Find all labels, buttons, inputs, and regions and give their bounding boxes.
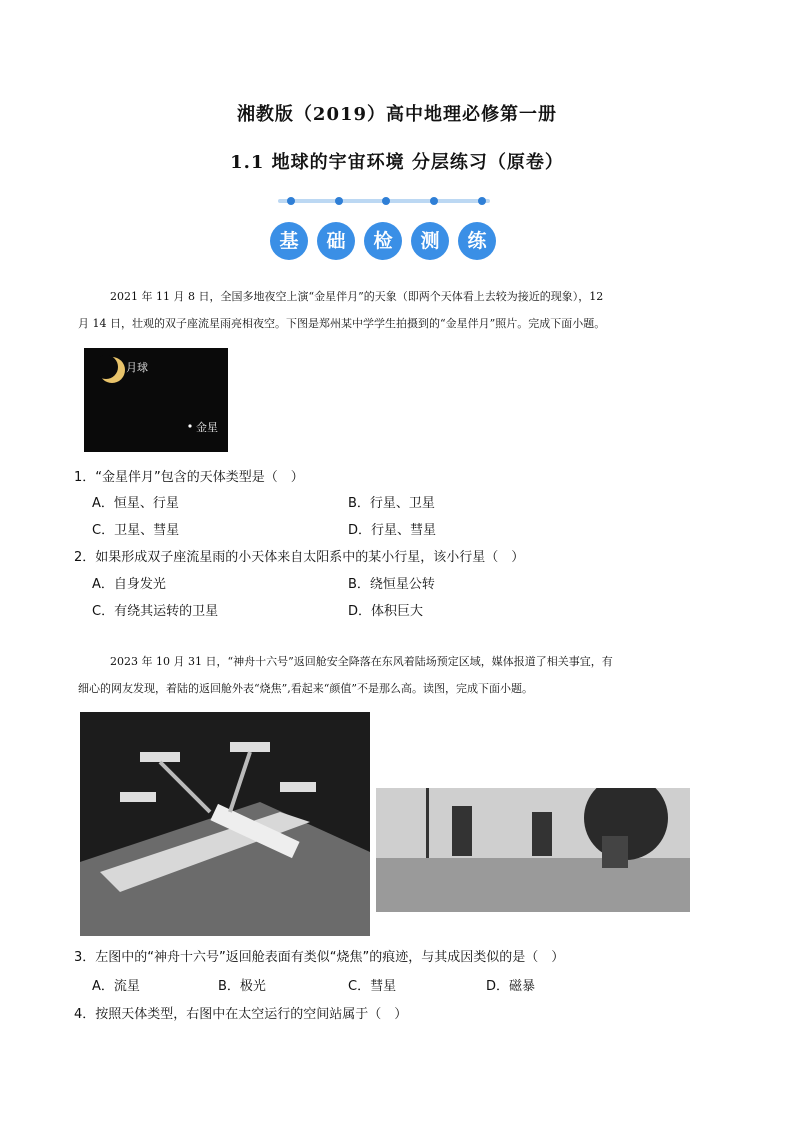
space-station-image: [80, 712, 370, 936]
question-stem: 3．左图中的“神舟十六号”返回舱表面有类似“烧焦”的痕迹，与其成因类似的是（ ）: [74, 950, 565, 965]
option[interactable]: A．自身发光: [92, 577, 166, 592]
option[interactable]: C．卫星、彗星: [92, 523, 180, 538]
intro-paragraph-2: 2023 年 10 月 31 日，“神舟十六号”返回舱安全降落在东风着陆场预定区域，媒体报道了相关事宜，有 细心的网友发现，着陆的返回舱外表“烧焦”,看起来“颜值”不是那么高。读图，完成下面小题。: [78, 655, 613, 695]
option[interactable]: B．行星、卫星: [348, 496, 435, 511]
document-subtitle: 1.1 地球的宇宙环境 分层练习（原卷）: [230, 152, 564, 173]
decorative-dot: [382, 197, 390, 205]
crescent-moon-icon: [84, 348, 228, 452]
question-stem: 1．“金星伴月”包含的天体类型是（ ）: [74, 470, 304, 485]
document-title: 湘教版（2019）高中地理必修第一册: [236, 104, 558, 125]
option[interactable]: B．极光: [218, 979, 266, 994]
decorative-dot: [430, 197, 438, 205]
venus-moon-photo: [84, 348, 228, 452]
section-badge: 测: [411, 222, 449, 260]
question-stem: 2．如果形成双子座流星雨的小天体来自太阳系中的某小行星，该小行星（ ）: [74, 550, 525, 565]
option[interactable]: D．行星、彗星: [348, 523, 437, 538]
option[interactable]: C．有绕其运转的卫星: [92, 604, 219, 619]
section-badge: 础: [317, 222, 355, 260]
decorative-dot: [335, 197, 343, 205]
decorative-dot: [478, 197, 486, 205]
option[interactable]: A．流星: [92, 979, 140, 994]
return-capsule-image: [376, 788, 690, 912]
section-badge: 检: [364, 222, 402, 260]
option[interactable]: D．磁暴: [486, 979, 536, 994]
question-stem: 4．按照天体类型，右图中在太空运行的空间站属于（ ）: [74, 1007, 408, 1022]
intro-paragraph-1: 2021 年 11 月 8 日，全国多地夜空上演“金星伴月”的天象（即两个天体看上去较为接近的现象），12 月 14 日，壮观的双子座流星雨亮相夜空。下图是郑州某中学学生拍摄到的“金星伴月”照片。完成下面小题。: [78, 290, 606, 330]
section-badge: 基: [270, 222, 308, 260]
decorative-dot: [287, 197, 295, 205]
venus-label: 金星: [196, 421, 218, 434]
section-badge: 练: [458, 222, 496, 260]
option[interactable]: A．恒星、行星: [92, 496, 179, 511]
option[interactable]: B．绕恒星公转: [348, 577, 435, 592]
option[interactable]: C．彗星: [348, 979, 397, 994]
option[interactable]: D．体积巨大: [348, 604, 424, 619]
moon-label: 月球: [126, 361, 148, 374]
